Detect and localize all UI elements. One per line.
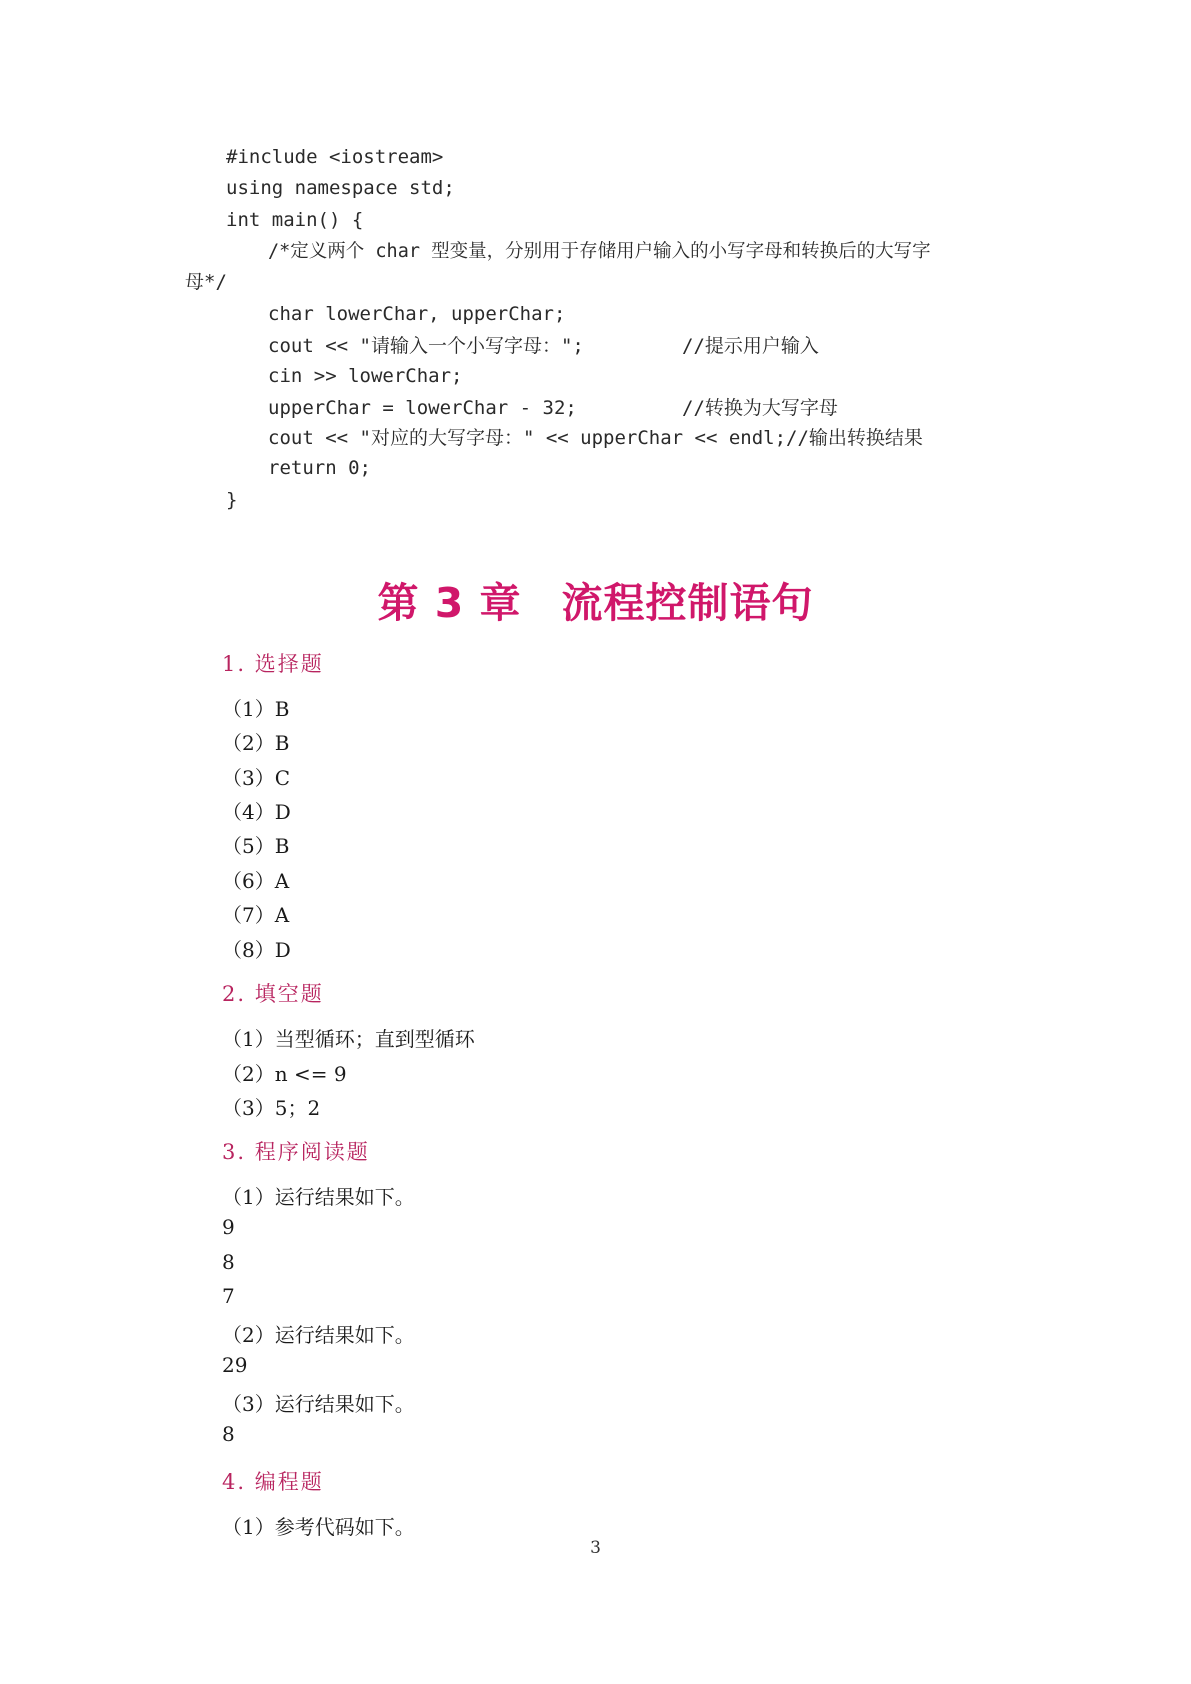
- code-comment-line: /*定义两个 char 型变量，分别用于存储用户输入的小写字母和转换后的大写字: [268, 241, 931, 262]
- answer-item: （7）A: [222, 903, 290, 927]
- page-number: 3: [590, 1538, 601, 1558]
- code-line: cin >> lowerChar;: [268, 365, 463, 387]
- chapter-title: [0, 570, 1191, 629]
- answer-item: （1）当型循环；直到型循环: [222, 1027, 475, 1051]
- output-line: 7: [222, 1284, 235, 1308]
- answer-item: （3）运行结果如下。: [222, 1392, 415, 1416]
- chapter-number: 第 3 章: [377, 579, 522, 627]
- answer-item: （3）C: [222, 766, 291, 790]
- answer-item: （6）A: [222, 869, 290, 893]
- code-line: }: [226, 489, 238, 511]
- answer-item: （2）B: [222, 731, 290, 755]
- section-heading-fill: 2. 填空题: [222, 982, 324, 1006]
- code-line: cout << "对应的大写字母：" << upperChar << endl;//输出转换结果: [268, 427, 923, 449]
- code-comment: //提示用户输入: [682, 335, 819, 357]
- output-line: 8: [222, 1250, 235, 1274]
- answer-item: （1）B: [222, 697, 290, 721]
- code-line: using namespace std;: [226, 177, 455, 199]
- answer-item: （1）参考代码如下。: [222, 1515, 415, 1539]
- code-line: upperChar = lowerChar - 32;: [268, 397, 577, 419]
- code-line: return 0;: [268, 457, 371, 479]
- code-line: #include <iostream>: [226, 146, 444, 168]
- section-heading-programming: 4. 编程题: [222, 1470, 324, 1494]
- answer-item: （2）n <= 9: [222, 1062, 347, 1086]
- code-line: cout << "请输入一个小写字母：";: [268, 335, 584, 357]
- chapter-name: 流程控制语句: [561, 579, 814, 627]
- output-line: 8: [222, 1422, 235, 1446]
- answer-item: （5）B: [222, 834, 290, 858]
- answer-item: （1）运行结果如下。: [222, 1185, 415, 1209]
- output-line: 9: [222, 1215, 235, 1239]
- answer-item: （8）D: [222, 938, 291, 962]
- code-line: int main() {: [226, 209, 364, 231]
- answer-item: （3）5；2: [222, 1096, 321, 1120]
- code-comment: //转换为大写字母: [682, 397, 838, 419]
- code-comment-line: 母*/: [185, 271, 227, 293]
- section-heading-choice: 1. 选择题: [222, 652, 324, 676]
- code-line: char lowerChar, upperChar;: [268, 303, 566, 325]
- section-heading-reading: 3. 程序阅读题: [222, 1140, 370, 1164]
- output-line: 29: [222, 1353, 248, 1377]
- answer-item: （2）运行结果如下。: [222, 1323, 415, 1347]
- answer-item: （4）D: [222, 800, 291, 824]
